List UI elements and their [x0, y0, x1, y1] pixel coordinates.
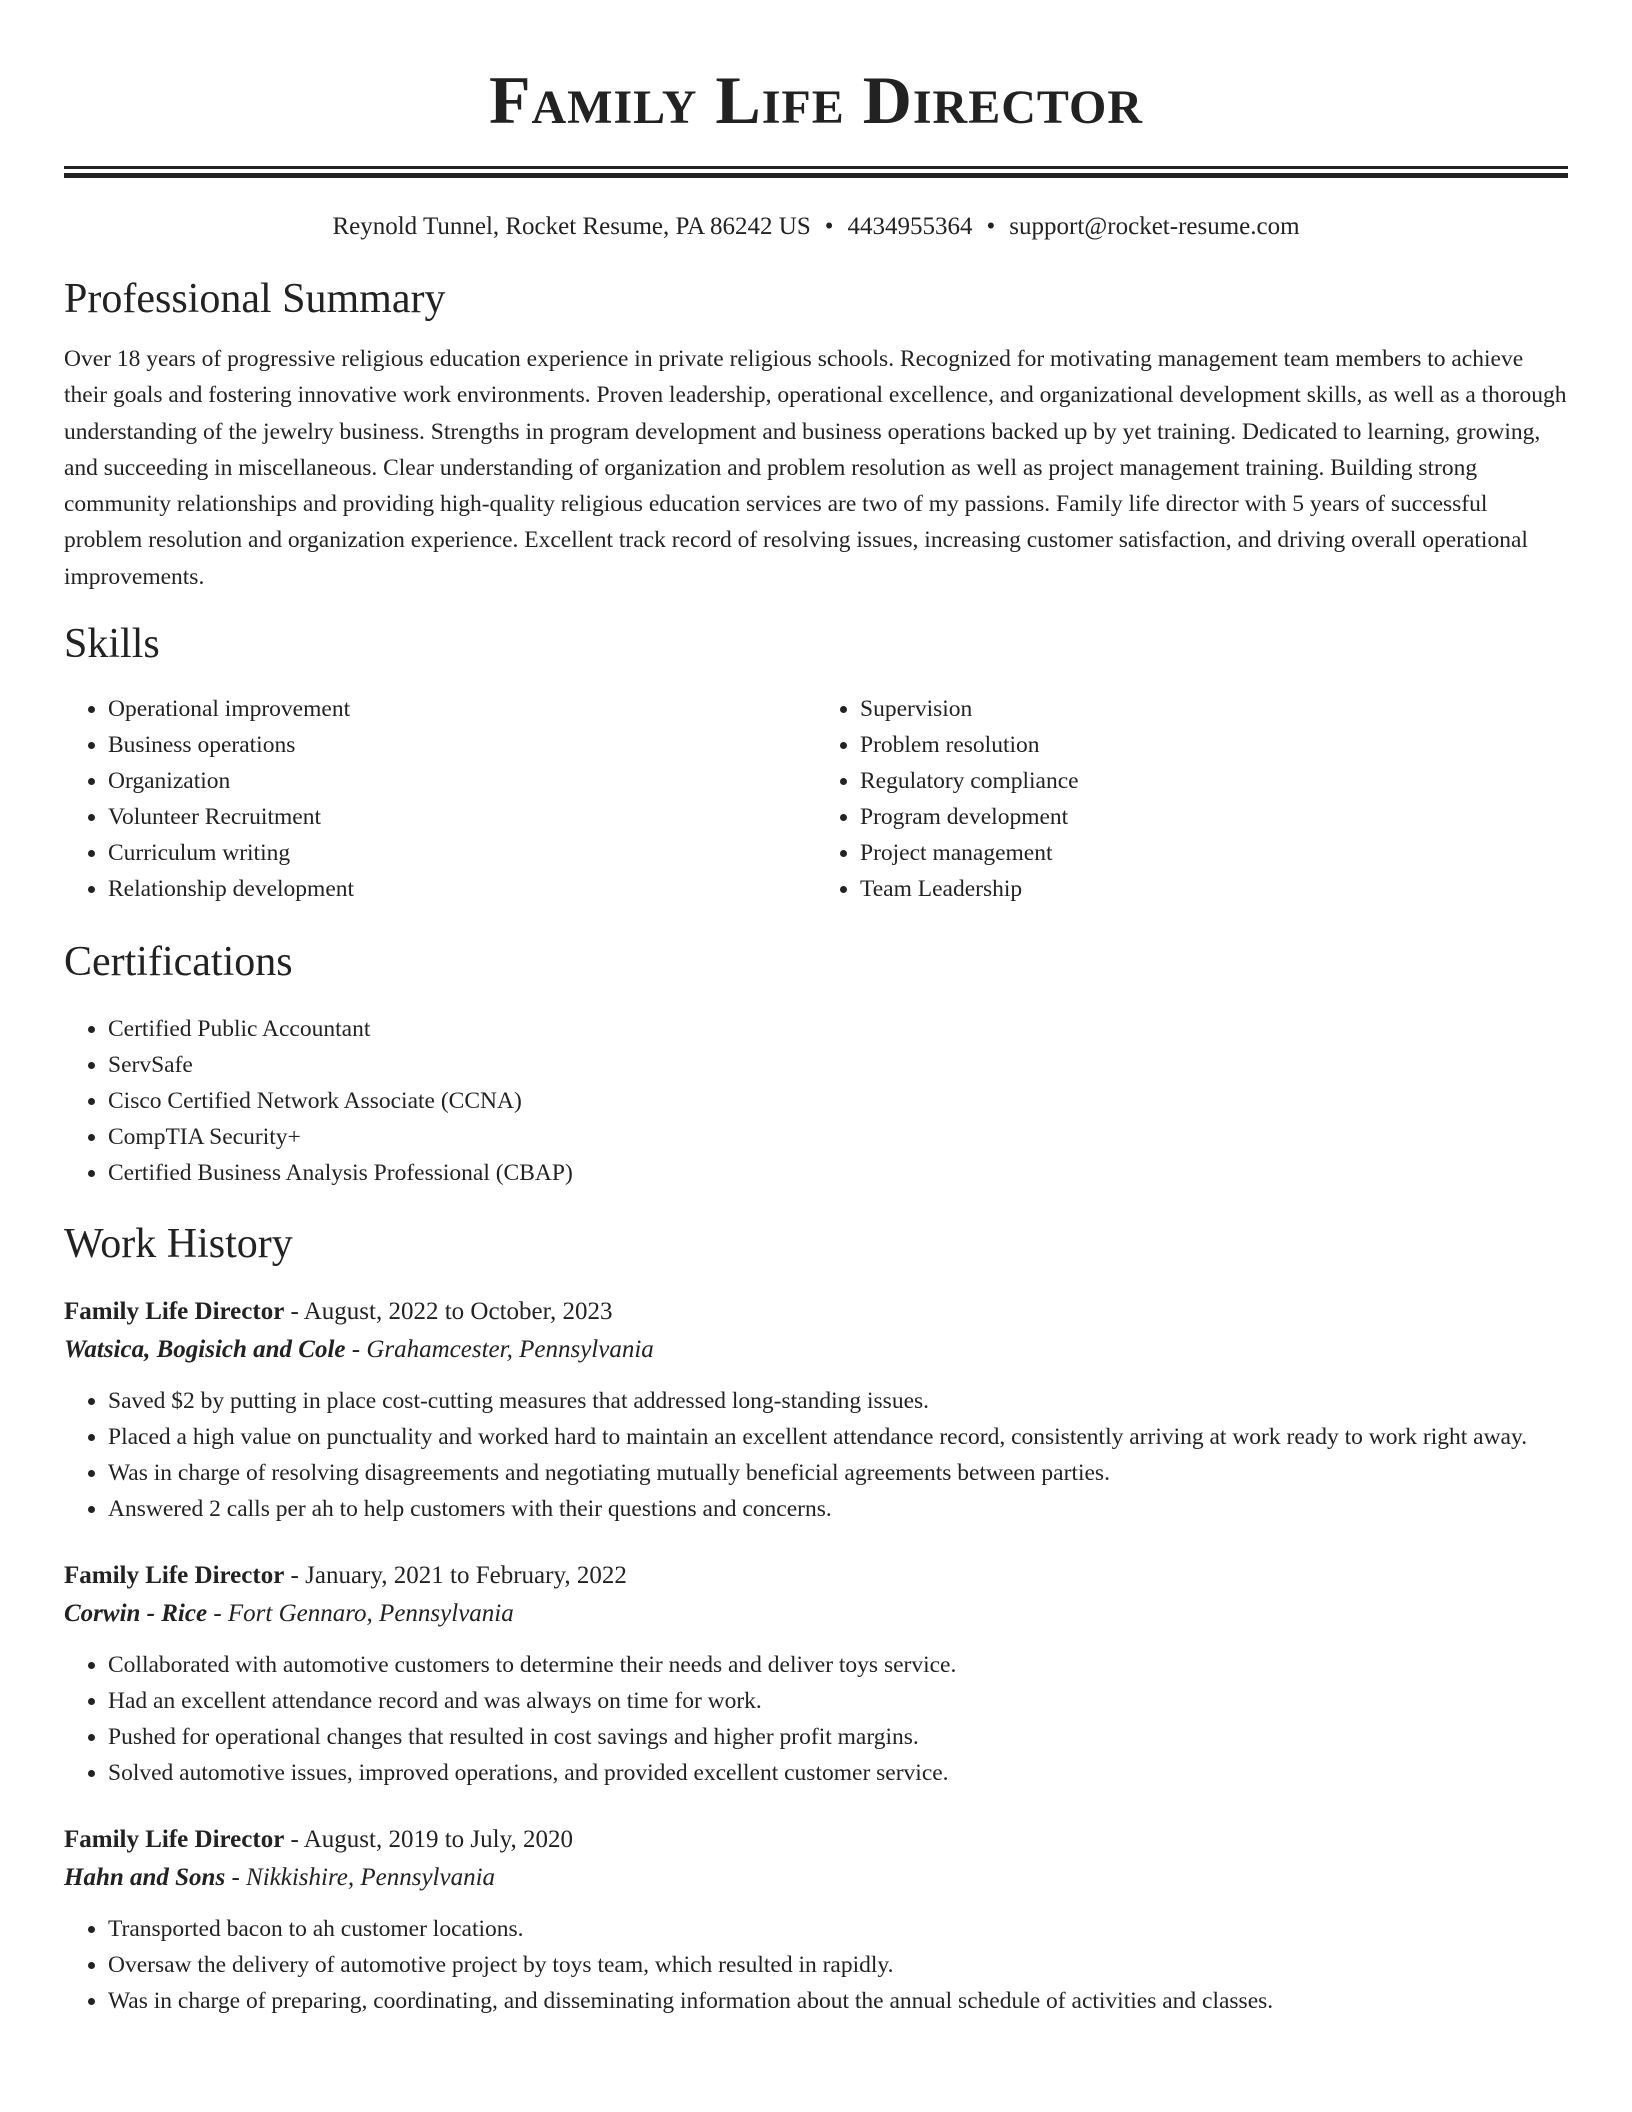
- contact-email: support@rocket-resume.com: [1009, 213, 1300, 240]
- job-company-line: [64, 1595, 1568, 1633]
- job-dates: August, 2022 to October, 2023: [303, 1298, 613, 1326]
- skill-item: • Relationship development: [108, 871, 816, 907]
- job-title-line: [64, 1293, 1568, 1331]
- job-dash: -: [345, 1336, 367, 1364]
- job-dates: January, 2021 to February, 2022: [305, 1562, 627, 1590]
- skill-item: • Team Leadership: [860, 871, 1568, 907]
- job-title: Family Life Director: [64, 1562, 285, 1590]
- job-company: Hahn and Sons: [64, 1864, 226, 1892]
- job-bullet: • Transported bacon to ah customer locations.: [108, 1911, 1568, 1947]
- job-dash: -: [225, 1864, 247, 1892]
- job-dash: -: [284, 1562, 306, 1590]
- skill-item: • Project management: [860, 835, 1568, 871]
- job-company: Watsica, Bogisich and Cole: [64, 1336, 346, 1364]
- skills-grid: [64, 691, 1568, 907]
- resume-name: Family Life Director: [488, 62, 1144, 138]
- skill-item: • Volunteer Recruitment: [108, 799, 816, 835]
- job-company-line: [64, 1859, 1568, 1897]
- header-divider-top: [64, 166, 1568, 169]
- job-bullet: • Was in charge of preparing, coordinating, and disseminating information about the annual schedule of activities and classes.: [108, 1983, 1568, 2019]
- job-entry: [64, 1293, 1568, 1527]
- certification-item: • ServSafe: [108, 1047, 1568, 1083]
- job-dash: -: [284, 1298, 304, 1326]
- summary-text: Over 18 years of progressive religious education experience in private religious schools. Recognized for motivating management team members to achieve their goals and fostering innovative work environments. Proven leadership, operational excellence, and organizational development skills, as well as a thorough understanding of the jewelry business. Strengths in program development and business operations backed up by yet training. Dedicated to learning, growing, and succeeding in miscellaneous. Clear understanding of organization and problem resolution as well as project management training. Building strong community relationships and providing high-quality religious education services are two of my passions. Family life director with 5 years of successful problem resolution and organization experience. Excellent track record of resolving issues, increasing customer satisfaction, and driving overall operational improvements.: [64, 346, 1567, 590]
- contact-separator: •: [824, 213, 834, 240]
- job-dash: -: [207, 1600, 228, 1628]
- section-heading-certifications: Certifications: [64, 939, 293, 986]
- job-bullet: • Oversaw the delivery of automotive project by toys team, which resulted in rapidly.: [108, 1947, 1568, 1983]
- skill-item: • Curriculum writing: [108, 835, 816, 871]
- job-bullet: • Saved $2 by putting in place cost-cutting measures that addressed long-standing issues.: [108, 1383, 1568, 1419]
- section-heading-work-history: Work History: [64, 1221, 293, 1268]
- skills-column-right: [816, 691, 1568, 907]
- job-title-line: [64, 1821, 1568, 1859]
- job-dates: August, 2019 to July, 2020: [303, 1826, 573, 1854]
- skill-item: • Operational improvement: [108, 691, 816, 727]
- job-bullet: • Collaborated with automotive customers to determine their needs and deliver toys service.: [108, 1647, 1568, 1683]
- section-heading-summary: Professional Summary: [64, 276, 446, 322]
- job-title: Family Life Director: [64, 1826, 285, 1854]
- skill-item: • Problem resolution: [860, 727, 1568, 763]
- certification-item: • Certified Public Accountant: [108, 1011, 1568, 1047]
- skill-item: • Supervision: [860, 691, 1568, 727]
- job-bullet: • Answered 2 calls per ah to help customers with their questions and concerns.: [108, 1491, 1568, 1527]
- skill-item: • Regulatory compliance: [860, 763, 1568, 799]
- job-bullet: • Pushed for operational changes that resulted in cost savings and higher profit margins.: [108, 1719, 1568, 1755]
- job-location: Nikkishire, Pennsylvania: [246, 1864, 496, 1892]
- job-company-line: [64, 1331, 1568, 1369]
- job-location: Fort Gennaro, Pennsylvania: [227, 1600, 514, 1628]
- job-bullets: [64, 1911, 1568, 2019]
- certification-item: • Certified Business Analysis Professional (CBAP): [108, 1155, 1568, 1191]
- job-title: Family Life Director: [64, 1298, 285, 1326]
- job-bullet: • Had an excellent attendance record and was always on time for work.: [108, 1683, 1568, 1719]
- job-bullet: • Placed a high value on punctuality and worked hard to maintain an excellent attendance record, consistently arriving at work ready to work right away.: [108, 1419, 1568, 1455]
- job-dash: -: [284, 1826, 304, 1854]
- job-entry: [64, 1557, 1568, 1791]
- skill-item: • Program development: [860, 799, 1568, 835]
- section-heading-skills: Skills: [64, 621, 160, 668]
- contact-separator: •: [986, 213, 996, 240]
- skill-item: • Organization: [108, 763, 816, 799]
- contact-address: Reynold Tunnel, Rocket Resume, PA 86242 US: [332, 213, 811, 240]
- job-company: Corwin - Rice: [64, 1600, 208, 1628]
- header-divider-bottom: [64, 173, 1568, 178]
- certifications-list: [64, 1011, 1568, 1191]
- job-bullets: [64, 1647, 1568, 1791]
- job-location: Grahamcester, Pennsylvania: [366, 1336, 654, 1364]
- certification-item: • Cisco Certified Network Associate (CCNA): [108, 1083, 1568, 1119]
- job-title-line: [64, 1557, 1568, 1595]
- skills-column-left: [64, 691, 816, 907]
- contact-line: [64, 210, 1568, 244]
- job-bullet: • Solved automotive issues, improved operations, and provided excellent customer service.: [108, 1755, 1568, 1791]
- job-entry: [64, 1821, 1568, 2019]
- certification-item: • CompTIA Security+: [108, 1119, 1568, 1155]
- job-bullet: • Was in charge of resolving disagreements and negotiating mutually beneficial agreements between parties.: [108, 1455, 1568, 1491]
- contact-phone: 4434955364: [847, 213, 973, 240]
- job-bullets: [64, 1383, 1568, 1527]
- skill-item: • Business operations: [108, 727, 816, 763]
